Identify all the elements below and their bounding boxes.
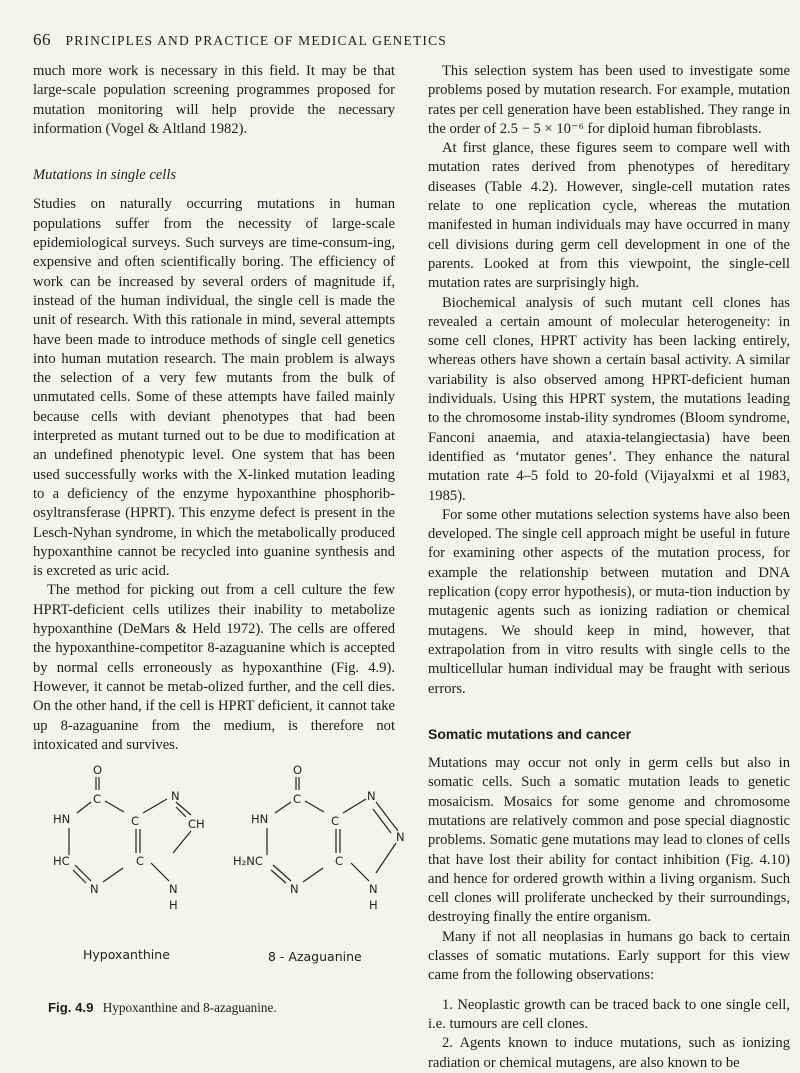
paragraph: For some other mutations selection systems have also been developed. The single cell approach might be useful in future for examining other aspects of the mutation process, for example the relationship between mutation and DNA replication (copy error hypothesis), or muta-tion induction by mutagenic agents such as ionizing radiation or chemical mutagens. We should keep in mind, however, that extrapolation from in vitro results with single cells to the multicellular human individual may be fraught with serious errors. — [428, 506, 790, 697]
section-heading: Somatic mutations and cancer — [428, 725, 632, 742]
atom-label: C — [136, 854, 145, 868]
list-item: 1. Neoplastic growth can be traced back to one single cell, i.e. tumours are cell clones. — [428, 996, 790, 1032]
atom-label: O — [93, 763, 103, 777]
atom-label: C — [335, 854, 344, 868]
atom-label: N — [171, 789, 180, 803]
atom-label: CH — [188, 817, 205, 831]
left-column — [33, 62, 395, 755]
figure-caption — [48, 1000, 277, 1016]
chemical-structures — [33, 755, 405, 1000]
atom-label: C — [131, 814, 140, 828]
paragraph: Biochemical analysis of such mutant cell clones has revealed a certain amount of molecular heterogeneity: in some cell clones, HPRT activity has been lacking entirely, whereas others have shown a certain basal activity. A similar variability is also observed among HPRT-deficient human individuals. Using this HPRT system, the mutations leading to the chromosome instab-ility syndromes (Bloom syndrome, Fanconi anaemia, and ataxia-telangiectasia) have been identified as ‘mutator genes’. They enhance the natural mutation rate 4–5 fold to 20-fold (Vijayalxmi et al 1983, 1985). — [428, 294, 790, 504]
right-column — [428, 62, 790, 1073]
atom-label: C — [293, 792, 302, 806]
page-header — [33, 30, 447, 50]
list-item: 2. Agents known to induce mutations, such as ionizing radiation or chemical mutagens, are also known to be — [428, 1035, 790, 1071]
atom-label: N — [369, 882, 378, 896]
atom-label: C — [331, 814, 340, 828]
paragraph: The method for picking out from a cell culture the few HPRT-deficient cells utilizes their inability to metabolize hypoxanthine (DeMars & Held 1972). The cells are offered the hypoxanthine-competitor 8-azaguanine which is accepted by normal cells erroneously as hypoxanthine (Fig. 4.9). However, it cannot be metab-olized further, and the cell dies. On the other hand, if the cell is HPRT deficient, it cannot take up 8-azaguanine from the medium, is therefore not intoxicated and survives. — [33, 582, 395, 753]
atom-label: HN — [251, 812, 269, 826]
atom-label: H — [169, 898, 178, 912]
atom-label: N — [90, 882, 99, 896]
atom-label: N — [290, 882, 299, 896]
numbered-list — [428, 996, 790, 1073]
atom-label: O — [293, 763, 303, 777]
atom-label: N — [367, 789, 376, 803]
figure-label: Fig. 4.9 — [48, 1000, 94, 1015]
atom-label: HN — [53, 812, 71, 826]
molecule-name: Hypoxanthine — [83, 947, 170, 962]
page-number: 66 — [33, 30, 51, 49]
paragraph: Mutations may occur not only in germ cells but also in somatic cells. Such a somatic mutation leads to genetic mosaicism. Mosaics for some genome and chromosome mutations are relatively common and pose special diagnostic problems. Somatic gene mutations may lead to clones of cells that have lost their ability for contact inhibition (Fig. 4.10) and hence for ordered growth within a living organism. Such cell clones will proliferate unchecked by their surroundings, destroying finally the entire organism. — [428, 755, 790, 926]
figure-4-9 — [33, 755, 405, 1005]
molecule-name: 8 - Azaguanine — [268, 949, 362, 964]
atom-label: N — [169, 882, 178, 896]
caption-text: Hypoxanthine and 8-azaguanine. — [102, 1000, 277, 1015]
paragraph: At first glance, these figures seem to compare well with mutation rates derived from phenotypes of hereditary diseases (Table 4.2). However, single-cell mutation rates relate to one replication cycle, whereas the mutation manifested in human individuals may have occurred in many cell divisions during germ cell development in one of the parents. Looked at from this viewpoint, the single-cell mutation rates are surprisingly high. — [428, 140, 790, 292]
atom-label: HC — [53, 854, 70, 868]
paragraph: Studies on naturally occurring mutations in human populations suffer from the necessity of large-scale epidemiological surveys. Such surveys are time-consum-ing, expensive and often scientifically boring. The efficiency of work can be increased by several orders of magnitude if, instead of the human individual, the single cell is made the unit of research. With this rationale in mind, several attempts have been made to introduce methods of single cell genetics into human mutation research. The main problem is always the selection of a very few mutants from the bulk of unmutated cells. Some of these attempts have failed mainly because cells with deviant phenotypes that had been interpreted as mutant turned out to be due to modification at an undefined phenotypic level. One system that has been used successfully works with the X-linked mutation leading to a deficiency of the enzyme hypoxanthine phosphorib-osyltransferase (HPRT). This enzyme defect is present in the Lesch-Nyhan syndrome, in which the metabolically produced hypoxanthine cannot be recycled into guanine synthesis and is excreted as uric acid. — [33, 196, 395, 580]
paragraph: This selection system has been used to investigate some problems posed by mutation research. For example, mutation rates per cell generation have been established. They range in the order of 2.5 − 5 × 10⁻⁶ for diploid human fibroblasts. — [428, 63, 790, 137]
running-title: PRINCIPLES AND PRACTICE OF MEDICAL GENETICS — [65, 33, 447, 48]
atom-label: H — [369, 898, 378, 912]
paragraph: much more work is necessary in this field. It may be that large-scale population screening programmes proposed for mutation monitoring will help provide the necessary information (Vogel & Altland 1982). — [33, 63, 395, 137]
section-heading: Mutations in single cells — [33, 167, 177, 184]
atom-label: N — [396, 830, 405, 844]
atom-label: C — [93, 792, 102, 806]
paragraph: Many if not all neoplasias in humans go back to certain classes of somatic mutations. Early support for this view came from the following observations: — [428, 928, 790, 984]
atom-label: H₂NC — [233, 854, 263, 868]
